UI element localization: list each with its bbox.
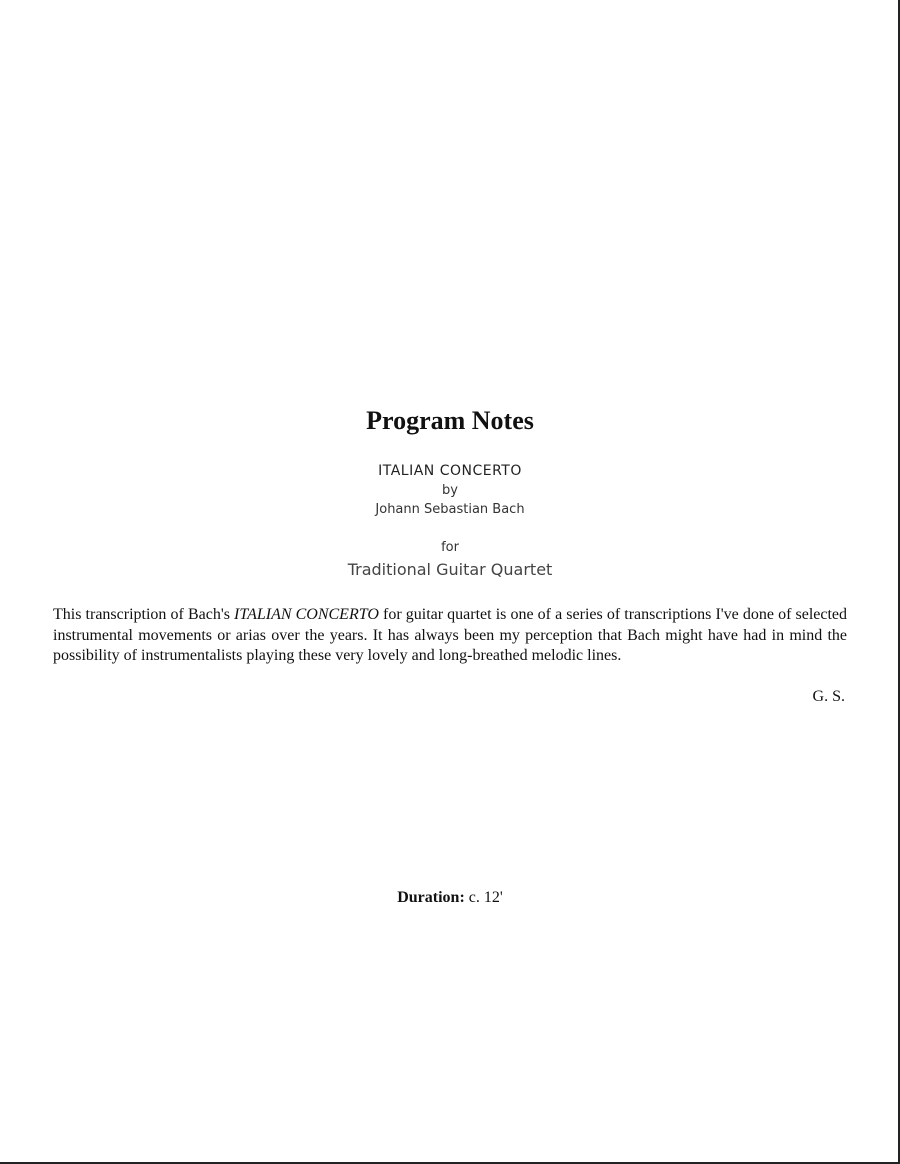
ensemble-name: Traditional Guitar Quartet bbox=[347, 560, 553, 579]
duration bbox=[0, 889, 900, 907]
paragraph-work-title: ITALIAN CONCERTO bbox=[234, 606, 379, 623]
duration-label: Duration: bbox=[397, 889, 465, 906]
paragraph-intro: This transcription of Bach's bbox=[53, 606, 235, 623]
program-note-paragraph bbox=[53, 605, 847, 667]
for-line: for bbox=[441, 540, 459, 555]
work-title: ITALIAN CONCERTO bbox=[378, 463, 522, 479]
signature: G. S. bbox=[812, 688, 845, 705]
by-line: by bbox=[442, 483, 458, 498]
composer-name: Johann Sebastian Bach bbox=[375, 502, 525, 517]
duration-value: c. 12' bbox=[464, 889, 503, 906]
page-title: Program Notes bbox=[366, 406, 534, 435]
paragraph-text: for guitar quartet is one of a series of transcriptions I've done of selected instrumental movements or arias over the years. It has always been my perception that Bach might have had in mind the possibility of instrumentalists playing these very lovely and long-breathed melodic lines. bbox=[53, 606, 848, 664]
